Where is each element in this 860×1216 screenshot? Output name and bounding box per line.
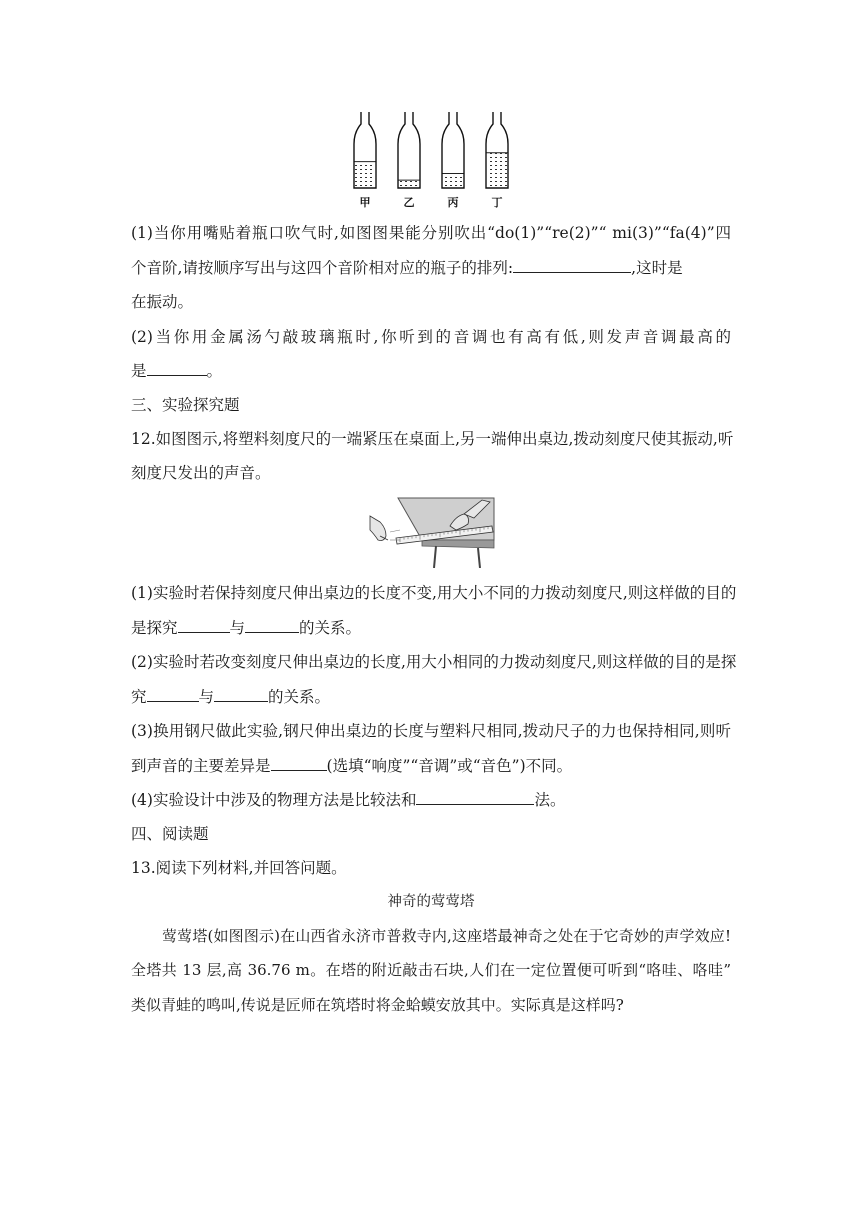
bottle-label: 丁 bbox=[491, 196, 503, 209]
q11-answer-blank-highest[interactable] bbox=[147, 361, 207, 376]
section-3-title: 三、实验探究题 bbox=[131, 396, 240, 414]
bottle-4 bbox=[486, 112, 508, 209]
q12-step4-line: (4)实验设计中涉及的物理方法是比较法和 法。 bbox=[131, 791, 566, 809]
article-title: 神奇的莺莺塔 bbox=[387, 894, 475, 910]
q12-step1-line2: 是探究 与 的关系。 bbox=[131, 619, 362, 637]
article-paragraph-line3: 类似青蛙的鸣叫,传说是匠师在筑塔时将金蛤蟆安放其中。实际真是这样吗? bbox=[131, 996, 624, 1014]
q13-intro: 13.阅读下列材料,并回答问题。 bbox=[131, 859, 347, 877]
q12-step2-blank-1[interactable] bbox=[147, 687, 199, 702]
bottles-figure bbox=[344, 108, 514, 210]
q12-step3-line2: 到声音的主要差异是 (选填“响度”“音调”或“音色”)不同。 bbox=[131, 757, 573, 775]
article-paragraph-line1: 莺莺塔(如图图示)在山西省永济市普救寺内,这座塔最神奇之处在于它奇妙的声学效应! bbox=[162, 927, 731, 945]
bottle-outline bbox=[398, 112, 420, 188]
bottle-water bbox=[355, 162, 375, 188]
bottle-label: 乙 bbox=[403, 196, 415, 209]
q11-answer-blank-order[interactable] bbox=[513, 258, 631, 273]
q12-step3-line1: (3)换用钢尺做此实验,钢尺伸出桌边的长度与塑料尺相同,拨动尺子的力也保持相同,则听 bbox=[131, 722, 731, 740]
bottle-1 bbox=[354, 112, 376, 209]
q11-part2-line1: (2)当你用金属汤勺敲玻璃瓶时,你听到的音调也有高有低,则发声音调最高的 bbox=[131, 328, 731, 346]
bottle-water bbox=[443, 173, 463, 188]
q12-step1-blank-1[interactable] bbox=[178, 618, 230, 633]
bottle-3 bbox=[442, 112, 464, 209]
q12-intro-line2: 刻度尺发出的声音。 bbox=[131, 464, 271, 482]
q11-part1-line2: 个音阶,请按顺序写出与这四个音阶相对应的瓶子的排列: ,这时是 bbox=[131, 259, 683, 277]
ruler-desk-figure bbox=[366, 496, 496, 568]
q12-step2-blank-2[interactable] bbox=[214, 687, 268, 702]
q12-intro-line1: 12.如图图示,将塑料刻度尺的一端紧压在桌面上,另一端伸出桌边,拨动刻度尺使其振动,听 bbox=[131, 430, 734, 448]
q12-step1-line1: (1)实验时若保持刻度尺伸出桌边的长度不变,用大小不同的力拨动刻度尺,则这样做的目的 bbox=[131, 584, 737, 602]
bottle-label: 丙 bbox=[447, 196, 459, 209]
bottle-2 bbox=[398, 112, 420, 209]
q11-part1-line1: (1)当你用嘴贴着瓶口吹气时,如图图果能分别吹出“do(1)”“re(2)”“ mi(3)”“fa(4)”四 bbox=[131, 224, 731, 242]
q11-part1-line3: 在振动。 bbox=[131, 293, 194, 311]
q12-step3-blank[interactable] bbox=[271, 756, 327, 771]
section-4-title: 四、阅读题 bbox=[131, 825, 209, 843]
q12-step2-line1: (2)实验时若改变刻度尺伸出桌边的长度,用大小相同的力拨动刻度尺,则这样做的目的是探 bbox=[131, 653, 737, 671]
q11-part2-line2: 是 。 bbox=[131, 362, 223, 380]
q12-step2-line2: 究 与 的关系。 bbox=[131, 688, 331, 706]
bottle-label: 甲 bbox=[359, 196, 371, 209]
q12-step1-blank-2[interactable] bbox=[245, 618, 299, 633]
bottle-water bbox=[487, 153, 507, 188]
q12-step4-blank[interactable] bbox=[416, 790, 534, 805]
bottle-water bbox=[399, 180, 419, 188]
article-paragraph-line2: 全塔共 13 层,高 36.76 m。在塔的附近敲击石块,人们在一定位置便可听到“咯哇、咯哇” bbox=[131, 961, 731, 979]
